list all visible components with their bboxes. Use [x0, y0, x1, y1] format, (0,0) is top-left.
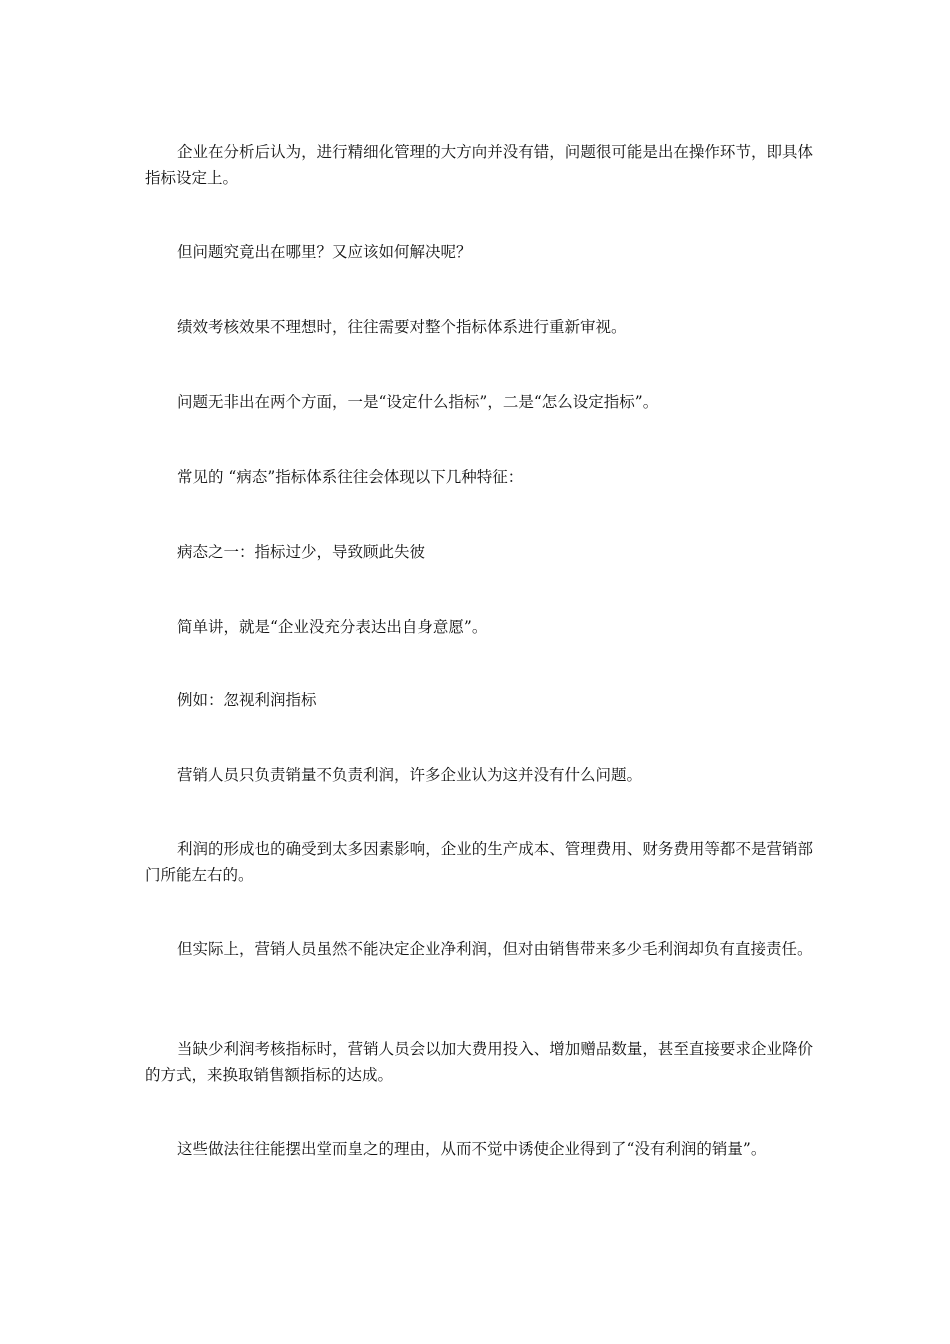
paragraph-5: 常见的 “病态”指标体系往往会体现以下几种特征： [177, 468, 524, 486]
paragraph-4: 问题无非出在两个方面，一是“设定什么指标”，二是“怎么设定指标”。 [177, 393, 659, 411]
paragraph-1: 企业在分析后认为，进行精细化管理的大方向并没有错，问题很可能是出在操作环节，即具体指标设定上。 [145, 143, 813, 187]
paragraph-3: 绩效考核效果不理想时，往往需要对整个指标体系进行重新审视。 [177, 318, 627, 336]
paragraph-11: 但实际上，营销人员虽然不能决定企业净利润，但对由销售带来多少毛利润却负有直接责任。 [177, 940, 813, 958]
paragraph-2: 但问题究竟出在哪里？又应该如何解决呢？ [177, 243, 472, 261]
paragraph-9: 营销人员只负责销量不负责利润，许多企业认为这并没有什么问题。 [177, 766, 643, 784]
paragraph-8: 例如：忽视利润指标 [177, 691, 317, 709]
paragraph-10: 利润的形成也的确受到太多因素影响，企业的生产成本、管理费用、财务费用等都不是营销部门所能左右的。 [145, 840, 813, 884]
paragraph-6: 病态之一：指标过少，导致顾此失彼 [177, 543, 426, 561]
paragraph-13: 这些做法往往能摆出堂而皇之的理由，从而不觉中诱使企业得到了“没有利润的销量”。 [177, 1140, 767, 1158]
paragraph-12: 当缺少利润考核指标时，营销人员会以加大费用投入、增加赠品数量，甚至直接要求企业降价的方式，来换取销售额指标的达成。 [145, 1040, 813, 1084]
paragraph-7: 简单讲，就是“企业没充分表达出自身意愿”。 [177, 618, 488, 636]
